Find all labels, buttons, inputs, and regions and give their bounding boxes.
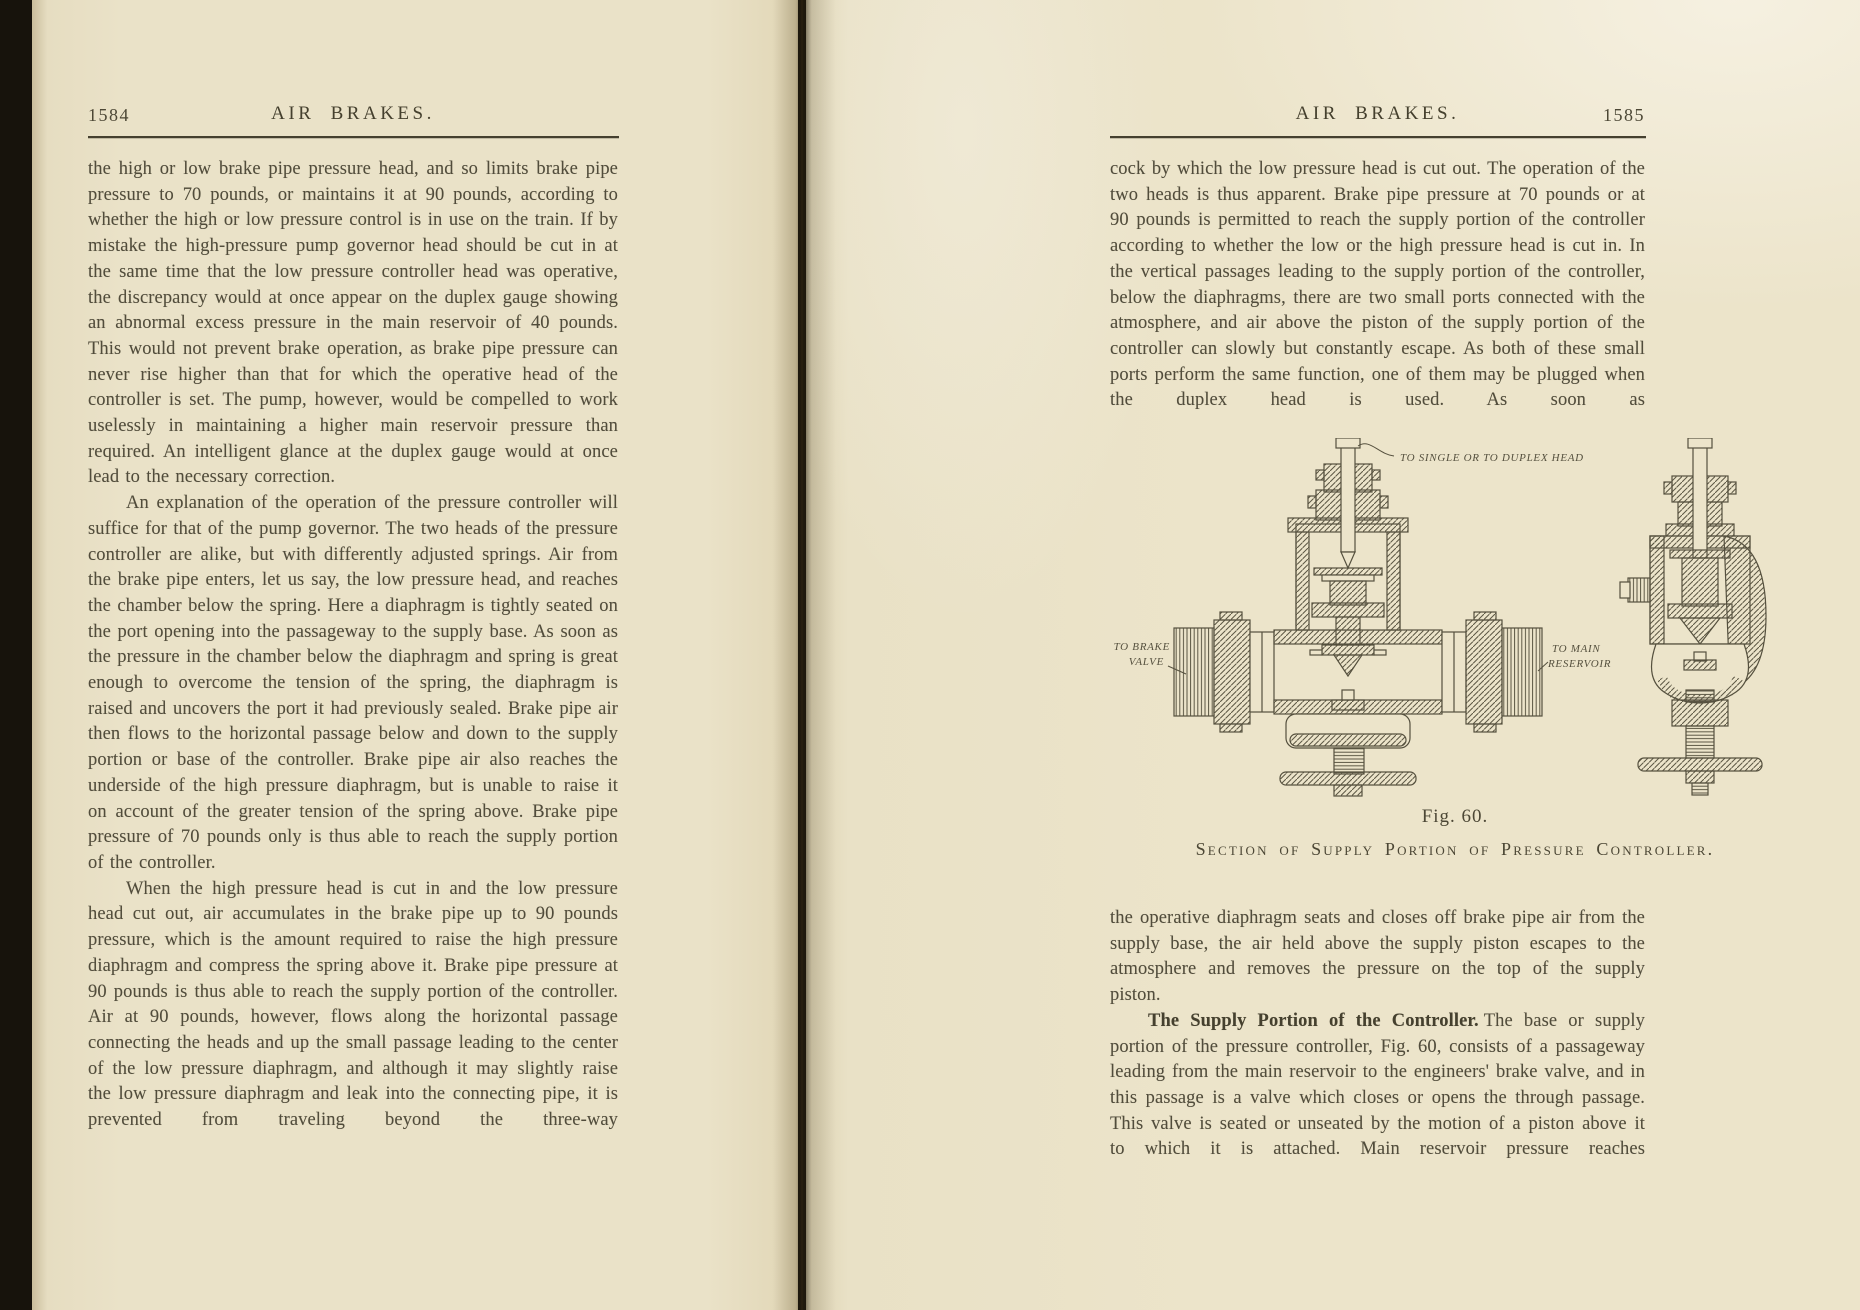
figure-drawing-main	[1174, 438, 1542, 796]
book-edge-left	[0, 0, 32, 1310]
figure-label-main-reservoir-line2: RESERVOIR	[1548, 658, 1612, 670]
body-text-left	[88, 157, 618, 1134]
figure-drawing-side	[1620, 438, 1766, 795]
bold-lead: The Supply Portion of the Controller.	[1148, 1010, 1479, 1031]
body-text-right-top	[1110, 157, 1645, 414]
figure-label-main-reservoir-line1: TO MAIN	[1552, 643, 1601, 655]
body-text-right-bottom	[1110, 906, 1645, 1163]
page-right	[806, 0, 1860, 1310]
page-left	[32, 0, 798, 1310]
paragraph-continuation: The base or supply portion of the pressure controller, Fig. 60, consists of a passageway leading from the main reservoir to the engineers' brake valve, and in this passage is a valve which closes or opens the through passage. This valve is seated or unseated by the motion of a piston above it to which it is attached. Main reservoir pressure reaches	[1110, 1010, 1645, 1160]
page-number-left: 1584	[88, 105, 130, 125]
running-head-left: AIR BRAKES.	[271, 103, 435, 124]
figure-caption: Section of Supply Portion of Pressure Controller.	[1195, 839, 1715, 859]
figure-60-drawing	[1110, 438, 1800, 802]
paragraph: When the high pressure head is cut in and the low pressure head cut out, air accumulates in the brake pipe up to 90 pounds pressure, which is the amount required to raise the high pressure diaphragm and compress the spring above it. Brake pipe pressure at 90 pounds is thus able to reach the supply portion of the controller. Air at 90 pounds, however, flows along the horizontal passage connecting the heads and up the small passage leading to the center of the low pressure diaphragm, and although it may slightly raise the low pressure diaphragm and leak into the connecting pipe, it is prevented from traveling beyond the three-way	[88, 878, 618, 1131]
figure-60	[1110, 438, 1800, 802]
figure-label-brake-valve-line2: VALVE	[1128, 656, 1164, 668]
paragraph: An explanation of the operation of the pressure controller will suffice for that of the pump governor. The two heads of the pressure controller are alike, but with differently adjusted springs. Air from the brake pipe enters, let us say, the low pressure head, and reaches the chamber below the spring. Here a diaphragm is tightly seated on the port opening into the passageway to the supply base. As soon as the pressure in the chamber below the diaphragm and spring is great enough to overcome the tension of the spring, the diaphragm is raised and uncovers the port it had previously sealed. Brake pipe air then flows to the horizontal passage below and down to the supply portion or base of the controller. Brake pipe air also reaches the underside of the high pressure diaphragm, but is unable to raise it on account of the greater tension of the spring above. Brake pipe pressure of 70 pounds only is thus able to reach the supply portion of the controller.	[88, 493, 618, 873]
paragraph: the high or low brake pipe pressure head, and so limits brake pipe pressure to 70 pounds, or maintains it at 90 pounds, according to whether the high or low pressure control is in use on the train. If by mistake the high-pressure pump governor head should be cut in at the same time that the low pressure controller head was operative, the discrepancy would at once appear on the duplex gauge showing an abnormal excess pressure in the main reservoir of 40 pounds. This would not prevent brake operation, as brake pipe pressure can never rise higher than that for which the operative head of the controller is set. The pump, however, would be compelled to work uselessly in maintaining a higher main reservoir pressure than required. An intelligent glance at the duplex gauge would at once lead to the necessary correction.	[88, 159, 618, 488]
header-rule-right	[1110, 136, 1646, 138]
header-rule-left	[88, 136, 619, 138]
figure-label-duplex-head-icon: TO SINGLE OR TO DUPLEX HEAD	[1400, 452, 1584, 464]
paragraph	[1110, 1009, 1645, 1163]
gutter-crease	[801, 0, 803, 1310]
page-number-right: 1585	[1603, 105, 1645, 125]
leader-line-duplex	[1358, 444, 1394, 456]
running-head-right: AIR BRAKES.	[1295, 103, 1460, 124]
paragraph: cock by which the low pressure head is cut out. The operation of the two heads is thus apparent. Brake pipe pressure at 70 pounds or at 90 pounds is permitted to reach the supply portion of the controller according to whether the low or the high pressure head is cut in. In the vertical passages leading to the supply portion of the controller, below the diaphragms, there are two small ports connected with the atmosphere, and air above the piston of the supply portion of the controller can slowly but constantly escape. As both of these small ports perform the same function, one of them may be plugged when the duplex head is used. As soon as	[1110, 159, 1645, 411]
figure-number: Fig. 60.	[1421, 806, 1489, 827]
paragraph: the operative diaphragm seats and closes off brake pipe air from the supply base, the air held above the supply piston escapes to the atmosphere and removes the pressure on the top of the supply piston.	[1110, 908, 1645, 1006]
figure-label-brake-valve-line1: TO BRAKE	[1113, 641, 1170, 653]
